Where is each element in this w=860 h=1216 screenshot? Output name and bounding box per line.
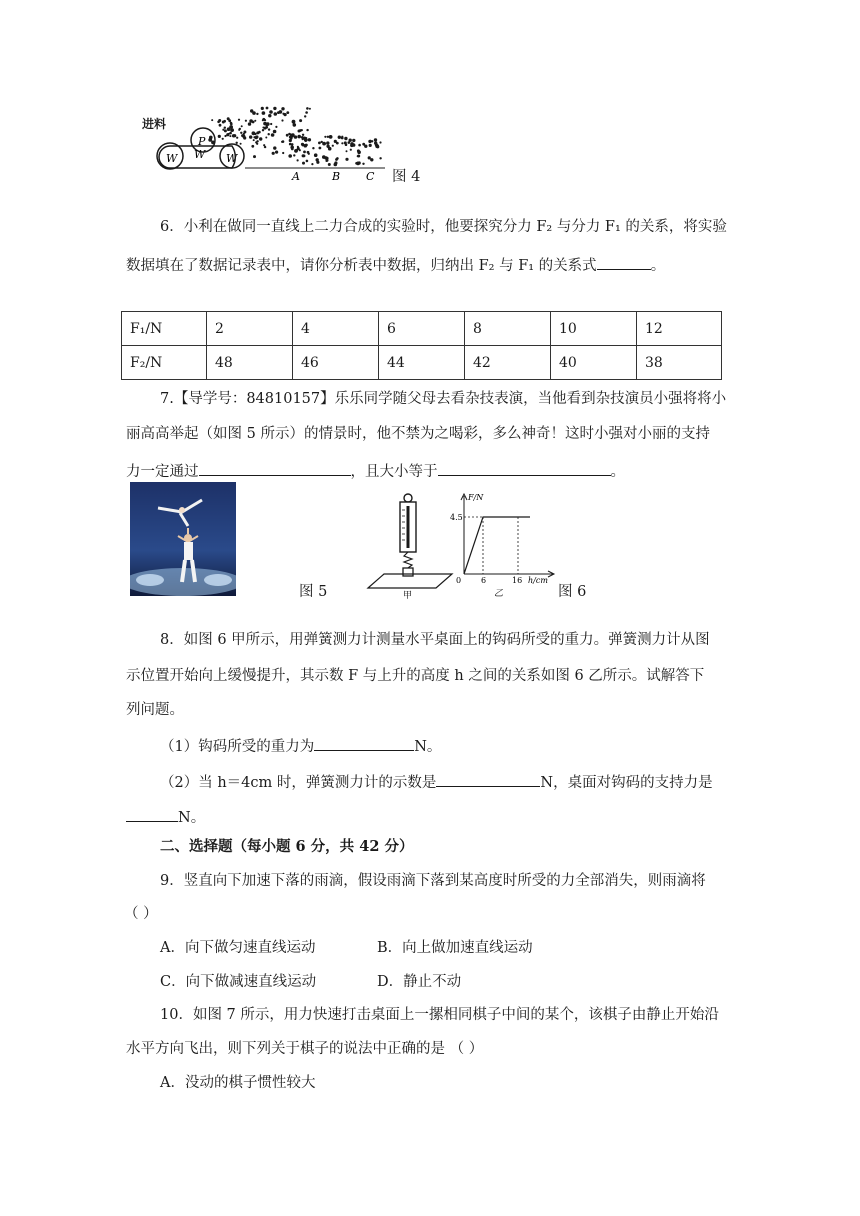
table-cell: 44: [379, 346, 465, 380]
grain-dot: [236, 137, 238, 139]
grain-dot: [326, 159, 329, 162]
q8-line1: 8．如图 6 甲所示，用弹簧测力计测量水平桌面上的钩码所受的重力。弹簧测力计从图: [160, 632, 710, 648]
section-2-title: 二、选择题（每小题 6 分，共 42 分）: [160, 838, 414, 855]
grain-dot: [303, 155, 305, 157]
grain-dot: [306, 107, 309, 110]
grain-dot: [268, 133, 270, 135]
q9-option-a[interactable]: A．向下做匀速直线运动: [160, 940, 316, 956]
q7-blank-2[interactable]: [438, 459, 611, 476]
q6-line2: [126, 253, 665, 276]
grain-dot: [265, 126, 268, 129]
grain-dot: [291, 148, 294, 151]
q7-line3-text: 力一定通过: [126, 464, 199, 480]
grain-dot: [304, 115, 306, 117]
grain-dot: [293, 123, 297, 127]
grain-dot: [318, 142, 321, 145]
q7-line3: [126, 459, 625, 482]
grain-dot: [302, 162, 305, 165]
x-tick-6: 6: [481, 576, 487, 585]
grain-dot: [253, 155, 256, 158]
q8-sub2-text: （2）当 h＝4cm 时，弹簧测力计的示数是: [160, 775, 437, 791]
q9-line2: （ ）: [124, 906, 158, 922]
grain-dot: [375, 143, 378, 146]
grain-dot: [228, 119, 231, 122]
point-c: C: [366, 170, 375, 183]
table-cell: 48: [207, 346, 293, 380]
q7-blank-1[interactable]: [199, 459, 351, 476]
grain-dot: [241, 125, 243, 127]
grain-dot: [308, 138, 311, 141]
grain-dot: [356, 162, 360, 166]
figure-6-caption: 图 6: [558, 584, 587, 600]
grain-dot: [369, 144, 372, 147]
grain-dot: [282, 152, 284, 154]
figure-6-graph: [450, 492, 560, 598]
grain-dot: [268, 128, 270, 130]
grain-dot: [266, 122, 270, 126]
grain-dot: [299, 119, 302, 122]
grain-dot: [219, 124, 222, 127]
grain-dot: [245, 120, 247, 122]
grain-dot: [344, 141, 347, 144]
grain-dot: [314, 153, 318, 157]
grain-dot: [273, 146, 276, 149]
grain-dot: [226, 133, 229, 136]
figure-6-apparatus: [364, 492, 456, 600]
x-axis-label: h/cm: [528, 576, 548, 585]
table-cell: 46: [293, 346, 379, 380]
grain-dot: [352, 139, 355, 142]
q9-line1: 9．竖直向下加速下落的雨滴，假设雨滴下落到某高度时所受的力全部消失，则雨滴将: [160, 873, 706, 889]
grain-dot: [236, 142, 238, 144]
grain-dot: [332, 145, 334, 147]
grain-dot: [328, 163, 331, 166]
grain-dot: [224, 135, 226, 137]
q8-sub2-mid: N，桌面对钩码的支持力是: [540, 775, 713, 791]
grain-dot: [288, 133, 290, 135]
grain-dot: [229, 135, 231, 137]
grain-dot: [248, 122, 251, 125]
y-tick-4-5: 4.5: [450, 513, 463, 522]
grain-dot: [251, 145, 254, 148]
grain-dot: [308, 153, 310, 155]
spring-scale-drawing: [364, 492, 456, 600]
grain-dot: [326, 141, 329, 144]
grain-dot: [379, 157, 381, 159]
feed-label: 进料: [142, 117, 167, 131]
grain-dot: [297, 147, 300, 150]
q8-blank-2[interactable]: [436, 770, 540, 787]
grain-dot: [357, 155, 359, 157]
grain-dot: [292, 120, 296, 124]
figure-5-photo: [130, 482, 236, 596]
grain-dot: [362, 163, 364, 165]
q6-line1: 6．小利在做同一直线上二力合成的实验时，他要探究分力 F₂ 与分力 F₁ 的关系，将实验: [160, 219, 727, 235]
q10-line2: 水平方向飞出，则下列关于棋子的说法中正确的是 （ ）: [126, 1041, 484, 1057]
grain-dot: [264, 146, 266, 148]
table-cell: 2: [207, 312, 293, 346]
grain-dot: [271, 133, 275, 137]
grain-dot: [262, 127, 264, 129]
grain-dot: [241, 134, 244, 137]
grain-dot: [262, 111, 266, 115]
q6-answer-blank[interactable]: [597, 253, 651, 270]
grain-dot: [306, 129, 308, 131]
grain-dot: [255, 141, 257, 143]
grain-dot: [326, 145, 329, 148]
grain-dot: [329, 135, 333, 139]
grain-dot: [374, 138, 377, 141]
grain-dot: [222, 121, 225, 124]
point-a: A: [292, 170, 300, 183]
grain-dot: [370, 158, 373, 161]
grain-dot: [344, 137, 347, 140]
grain-dot: [297, 159, 299, 161]
grain-dot: [302, 134, 304, 136]
grain-dot: [232, 134, 235, 137]
grain-dot: [218, 119, 221, 122]
grain-dot: [346, 150, 348, 152]
table-cell: 8: [465, 312, 551, 346]
table-cell: 6: [379, 312, 465, 346]
grain-dot: [229, 132, 232, 135]
grain-dot: [256, 113, 258, 115]
grain-dot: [230, 122, 233, 125]
grain-dot: [256, 131, 259, 134]
grain-dot: [265, 137, 267, 139]
grain-dot: [281, 119, 283, 121]
grain-dot: [269, 110, 273, 114]
grain-dot: [358, 144, 361, 147]
x-tick-16: 16: [512, 576, 523, 585]
table-row: [122, 312, 722, 346]
grain-dot: [284, 113, 287, 116]
grain-dot: [253, 136, 255, 138]
grain-dot: [316, 158, 319, 161]
table-cell: 12: [637, 312, 722, 346]
grain-dot: [240, 132, 242, 134]
grain-dot: [211, 119, 213, 121]
q6-line2-end: 。: [650, 258, 666, 274]
grain-dot: [238, 119, 240, 121]
grain-dot: [240, 143, 242, 145]
grain-dot: [268, 114, 271, 117]
grain-dot: [301, 129, 303, 131]
roller-w1: W: [166, 152, 178, 165]
grain-dot: [334, 163, 338, 167]
grain-dot: [253, 139, 255, 141]
grain-dot: [243, 131, 246, 134]
q8-sub1: [160, 734, 441, 757]
grain-dot: [335, 158, 338, 161]
grain-dot: [298, 130, 301, 133]
table-cell: 10: [551, 312, 637, 346]
q8-blank-1[interactable]: [314, 734, 414, 751]
grain-dot: [281, 107, 284, 110]
grain-dot: [273, 130, 277, 134]
grain-dot: [281, 141, 283, 143]
q9-option-d[interactable]: D．静止不动: [377, 974, 462, 990]
q8-sub1-unit: N。: [414, 739, 442, 755]
y-axis-label: F/N: [468, 493, 484, 502]
grain-dot: [273, 107, 276, 110]
grain-dot: [334, 140, 337, 143]
grain-dot: [275, 151, 278, 154]
grain-dot: [341, 137, 344, 140]
grain-dot: [275, 126, 277, 128]
grain-dot: [227, 127, 231, 131]
data-table: [121, 311, 722, 380]
grain-dot: [243, 136, 246, 139]
grain-dot: [224, 127, 226, 129]
grain-dot: [224, 129, 227, 132]
grain-dot: [322, 142, 326, 146]
grain-dot: [306, 160, 309, 163]
grain-dot: [309, 108, 311, 110]
grain-dot: [311, 163, 313, 165]
grain-dot: [254, 120, 256, 122]
grain-dot: [254, 133, 256, 135]
grain-dot: [286, 111, 289, 114]
grain-dot: [239, 128, 241, 130]
grain-dot: [293, 154, 295, 156]
q8-sub1-text: （1）钩码所受的重力为: [160, 739, 315, 755]
q7-line2: 丽高高举起（如图 5 所示）的情景时，他不禁为之喝彩，多么神奇！这时小强对小丽的支持: [126, 426, 710, 442]
q8-sub2-unit: N。: [178, 810, 206, 826]
grain-dot: [297, 135, 301, 139]
grain-dot: [262, 129, 264, 131]
q8-line3: 列问题。: [126, 702, 184, 718]
x-tick-0: 0: [456, 576, 462, 585]
table-cell: F₁/N: [122, 312, 207, 346]
table-cell: 42: [465, 346, 551, 380]
grain-dot: [345, 158, 348, 161]
grain-dot: [289, 139, 292, 142]
grain-dot: [266, 107, 269, 110]
grain-dot: [322, 155, 326, 159]
grain-dot: [252, 111, 256, 115]
grain-dot: [291, 145, 293, 147]
table-row: [122, 346, 722, 380]
grain-dot: [312, 147, 314, 149]
grain-dot: [209, 136, 213, 140]
figure-5-caption: 图 5: [299, 584, 328, 600]
grain-dot: [362, 143, 365, 146]
q9-option-c[interactable]: C．向下做减速直线运动: [160, 974, 317, 990]
grain-dot: [279, 110, 282, 113]
grain-dot: [350, 142, 354, 146]
grain-dot: [324, 136, 326, 138]
grain-dot: [369, 140, 371, 142]
grain-dot: [222, 138, 224, 140]
label-yi: 乙: [494, 589, 504, 598]
grain-dot: [286, 134, 289, 137]
roller-w3: W: [226, 152, 238, 165]
grain-dot: [350, 149, 352, 151]
table-cell: F₂/N: [122, 346, 207, 380]
grain-dot: [319, 147, 322, 150]
q10-line1: 10．如图 7 所示，用力快速打击桌面上一摞相同棋子中间的某个，该棋子由静止开始沿: [160, 1007, 719, 1023]
point-b: B: [332, 170, 341, 183]
grain-dot: [259, 137, 262, 140]
grain-dot: [341, 142, 343, 144]
table-cell: 38: [637, 346, 722, 380]
grain-dot: [303, 151, 306, 154]
q10-option-a[interactable]: A．没动的棋子惯性较大: [160, 1075, 316, 1091]
q8-blank-3[interactable]: [126, 805, 178, 822]
q7-line3-end: 。: [610, 464, 625, 480]
grain-dot: [305, 140, 307, 142]
q8-sub2-cont: [126, 805, 205, 828]
grain-dot: [327, 136, 329, 138]
grain-dot: [349, 139, 352, 142]
force-height-graph: [450, 492, 560, 598]
grain-dot: [305, 111, 308, 114]
grain-dot: [249, 119, 253, 123]
grain-dot: [270, 123, 272, 125]
grain-dot: [338, 136, 341, 139]
grain-dot: [379, 141, 381, 143]
table-cell: 4: [293, 312, 379, 346]
grain-dot: [289, 143, 292, 146]
roller-w2: P: [198, 135, 206, 148]
grain-dot: [249, 135, 252, 138]
q8-line2: 示位置开始向上缓慢提升，其示数 F 与上升的高度 h 之间的关系如图 6 乙所示。试解答下: [126, 668, 705, 684]
grain-dot: [291, 133, 295, 137]
label-jia: 甲: [403, 591, 413, 600]
q7-line1: 7.【导学号：84810157】乐乐同学随父母去看杂技表演，当他看到杂技演员小强将将小: [160, 391, 727, 407]
grain-dot: [357, 150, 361, 154]
q9-option-b[interactable]: B．向上做加速直线运动: [377, 940, 533, 956]
grain-dot: [272, 152, 275, 155]
acrobat-photo: [130, 482, 236, 596]
q6-line2-text: 数据填在了数据记录表中，请你分析表中数据，归纳出 F₂ 与 F₁ 的关系式: [126, 258, 597, 274]
grain-dot: [288, 154, 292, 158]
figure-4-caption: 图 4: [392, 169, 421, 185]
table-cell: 40: [551, 346, 637, 380]
q7-line3-mid: ，且大小等于: [350, 464, 438, 480]
grain-dot: [274, 112, 278, 116]
grain-dot: [218, 135, 221, 138]
q8-sub2: [160, 770, 713, 793]
grain-dot: [302, 144, 304, 146]
grain-dot: [262, 118, 265, 121]
grain-dot: [305, 137, 307, 139]
grain-dot: [261, 107, 264, 110]
roller-p: W: [194, 148, 206, 161]
